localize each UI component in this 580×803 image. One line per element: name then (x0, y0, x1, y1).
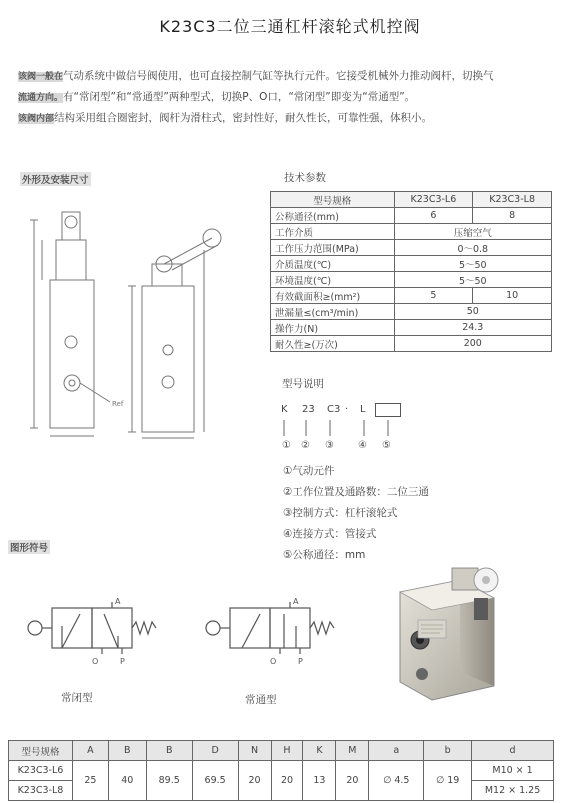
intro-line: 该阀内部结构采用组合圈密封，阀杆为滑柱式，密封性好，耐久性长，可靠性强，体积小。 (18, 112, 433, 124)
spec-row (271, 256, 552, 272)
dim-cell: M10 × 1 (472, 761, 554, 781)
dim-cell: 69.5 (192, 761, 238, 801)
spec-label: 有效截面积≥(mm²) (271, 288, 395, 304)
dim-cell: K23C3-L6 (9, 761, 73, 781)
dim-cell: 20 (238, 761, 271, 801)
spec-value: 8 (473, 208, 552, 224)
install-dims-label: 外形及安装尺寸 (20, 172, 91, 186)
tech-params-label: 技术参数 (284, 172, 326, 184)
spec-label: 环境温度(℃) (271, 272, 395, 288)
model-code-part: K (281, 404, 288, 415)
spec-label: 耐久性≥(万次) (271, 336, 395, 352)
dim-header-cell: B (146, 741, 192, 761)
dim-cell: 89.5 (146, 761, 192, 801)
page-title: K23C3二位三通杠杆滚轮式机控阀 (159, 17, 421, 36)
symbol-section-label: 图形符号 (8, 540, 50, 554)
dim-header-cell: d (472, 741, 554, 761)
model-code-num: ⑤ (382, 440, 391, 451)
port-p-label: P (120, 657, 125, 666)
spec-header-cell: 型号规格 (271, 192, 395, 208)
port-p-label: P (298, 657, 303, 666)
spec-label: 操作力(N) (271, 320, 395, 336)
spec-value: 5～50 (394, 256, 551, 272)
model-code-num: ④ (358, 440, 367, 451)
dim-cell: ∅ 4.5 (369, 761, 424, 801)
dim-header-cell: b (424, 741, 472, 761)
spec-label: 工作压力范围(MPa) (271, 240, 395, 256)
spec-row (271, 304, 552, 320)
dimension-table (8, 740, 554, 801)
dim-cell: ∅ 19 (424, 761, 472, 801)
model-code-num: ③ (325, 440, 334, 451)
dim-header-cell: N (238, 741, 271, 761)
dim-row (9, 761, 554, 781)
spec-value: 6 (394, 208, 473, 224)
model-code-leaders (280, 418, 400, 440)
spec-header-row (271, 192, 552, 208)
spec-row (271, 288, 552, 304)
legend-item: ③控制方式：杠杆滚轮式 (283, 507, 398, 519)
dim-header-cell: D (192, 741, 238, 761)
model-code-part: 23 (302, 404, 315, 415)
dim-header-cell: H (271, 741, 303, 761)
dim-header-cell: 型号规格 (9, 741, 73, 761)
spec-value: 压缩空气 (394, 224, 551, 240)
legend-item: ⑤公称通径：mm (283, 549, 366, 561)
dim-cell: 20 (271, 761, 303, 801)
spec-row (271, 336, 552, 352)
spec-value: 5～50 (394, 272, 551, 288)
dim-cell: 20 (336, 761, 369, 801)
spec-label: 公称通径(mm) (271, 208, 395, 224)
normally-open-symbol (200, 596, 340, 666)
spec-value: 24.3 (394, 320, 551, 336)
legend-item: ①气动元件 (283, 465, 335, 477)
spec-label: 工作介质 (271, 224, 395, 240)
spec-header-cell: K23C3-L6 (394, 192, 473, 208)
spec-value: 10 (473, 288, 552, 304)
model-code-part: · (345, 404, 349, 415)
intro-paragraph (18, 66, 566, 129)
spec-label: 泄漏量≤(cm³/min) (271, 304, 395, 320)
spec-row (271, 224, 552, 240)
spec-row (271, 208, 552, 224)
dim-header-cell: a (369, 741, 424, 761)
spec-value: 0～0.8 (394, 240, 551, 256)
spec-value: 200 (394, 336, 551, 352)
model-code-part: L (360, 404, 366, 415)
intro-line: 该阀一般在气动系统中做信号阀使用，也可直接控制气缸等执行元件。它接受机械外力推动阀杆，切换气 (18, 70, 494, 82)
model-legend (283, 463, 429, 568)
spec-row (271, 240, 552, 256)
model-code-num: ① (282, 440, 291, 451)
dim-header-cell: M (336, 741, 369, 761)
legend-item: ②工作位置及通路数：二位三通 (283, 486, 429, 498)
port-a-label: A (293, 597, 299, 606)
dim-cell: 25 (72, 761, 108, 801)
normally-closed-symbol (22, 596, 162, 666)
dim-cell: 40 (108, 761, 146, 801)
dim-cell: 13 (303, 761, 336, 801)
drawing-label: Ref (112, 400, 124, 408)
port-o-label: O (270, 657, 277, 666)
dim-cell: K23C3-L8 (9, 781, 73, 801)
port-a-label: A (115, 597, 121, 606)
port-o-label: O (92, 657, 99, 666)
spec-table (270, 191, 552, 352)
model-code-num: ② (301, 440, 310, 451)
spec-value: 5 (394, 288, 473, 304)
model-code-box (375, 403, 401, 417)
dim-header-cell: A (72, 741, 108, 761)
dim-header-row (9, 741, 554, 761)
dim-header-cell: K (303, 741, 336, 761)
normally-open-caption: 常通型 (245, 694, 277, 706)
spec-value: 50 (394, 304, 551, 320)
dim-cell: M12 × 1.25 (472, 781, 554, 801)
valve-product-photo (382, 562, 512, 704)
model-desc-label: 型号说明 (282, 378, 324, 390)
spec-row (271, 272, 552, 288)
normally-closed-caption: 常闭型 (61, 692, 93, 704)
outline-drawing (14, 190, 264, 440)
legend-item: ④连接方式：管接式 (283, 528, 377, 540)
spec-label: 介质温度(℃) (271, 256, 395, 272)
model-code-part: C3 (327, 404, 341, 415)
dim-header-cell: B (108, 741, 146, 761)
spec-header-cell: K23C3-L8 (473, 192, 552, 208)
intro-line: 流通方向。有“常闭型”和“常通型”两种型式，切换P、O口，“常闭型”即变为“常通型”。 (18, 91, 416, 103)
spec-row (271, 320, 552, 336)
